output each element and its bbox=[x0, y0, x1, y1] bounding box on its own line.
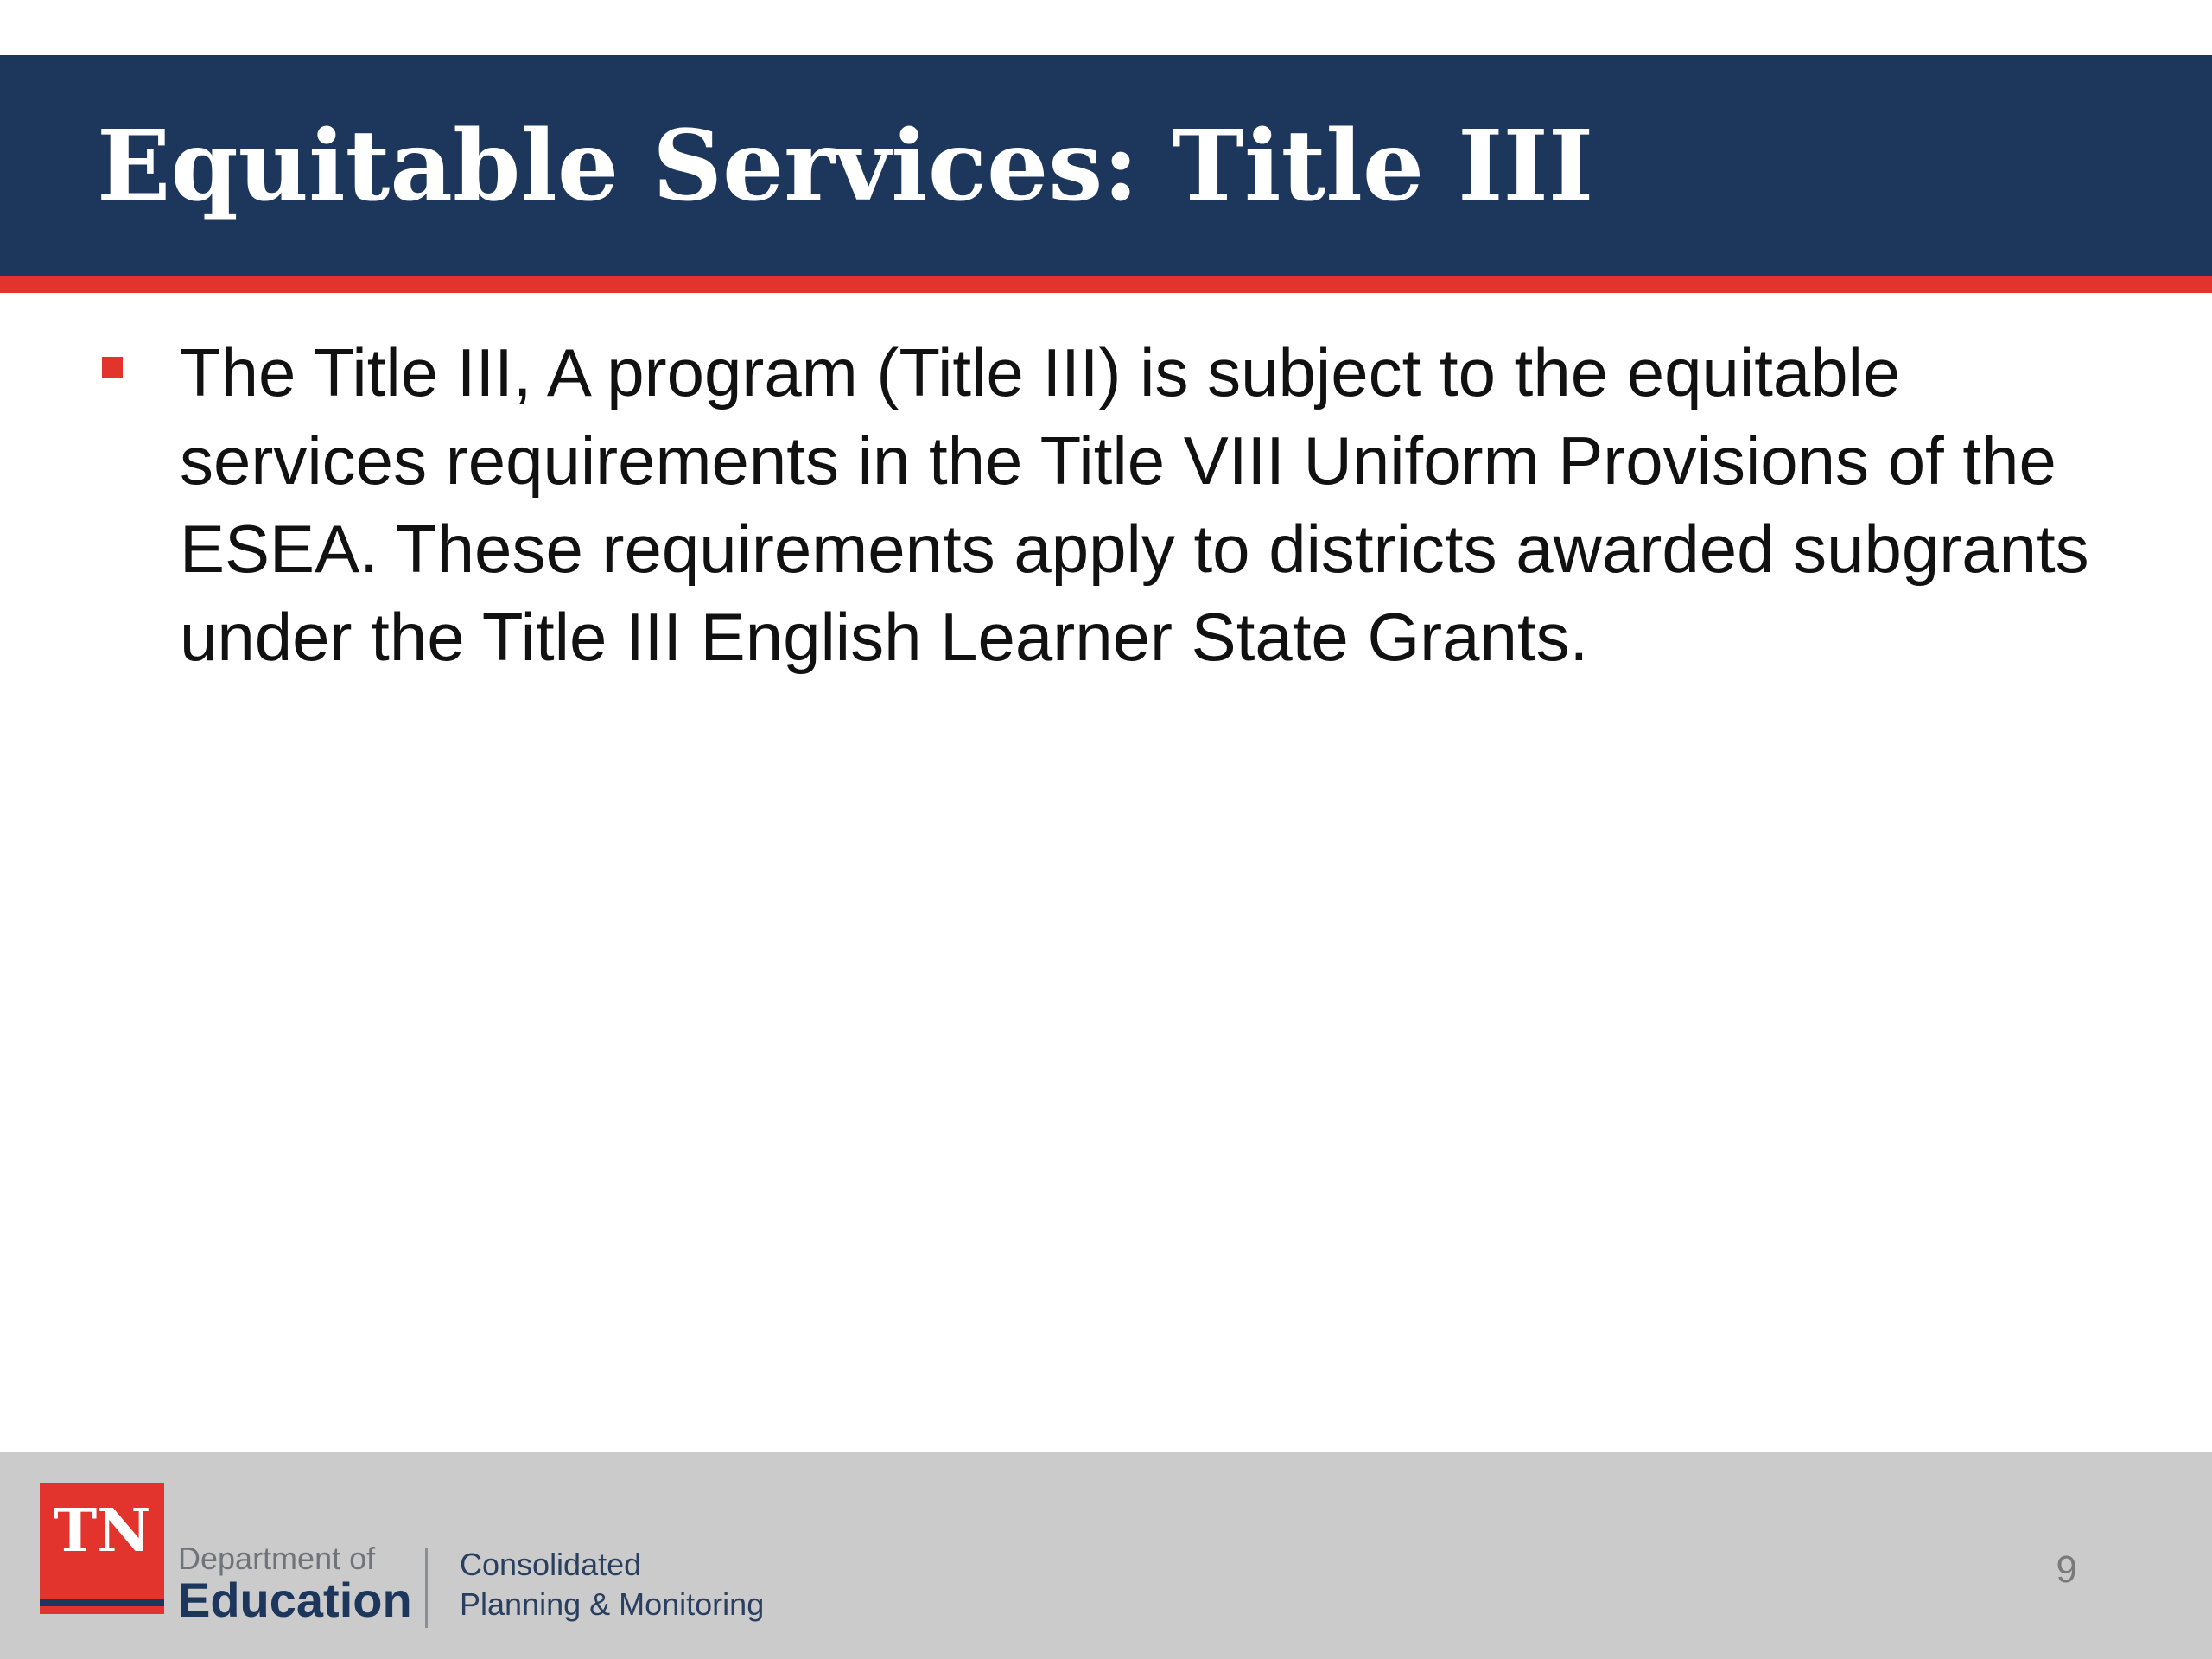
bullet-item bbox=[102, 328, 2107, 681]
office-line2: Planning & Monitoring bbox=[460, 1586, 765, 1622]
department-line1: Department of bbox=[178, 1541, 376, 1576]
tn-logo bbox=[40, 1483, 164, 1614]
office-line1: Consolidated bbox=[460, 1547, 642, 1582]
department-line2: Education bbox=[178, 1573, 412, 1627]
accent-divider bbox=[0, 276, 2212, 293]
square-bullet-icon bbox=[102, 357, 123, 378]
bullet-text: The Title III, A program (Title III) is subject to the equitable services requirements in the Title VIII Uniform Provisions of the ESEA. These requirements apply to districts awarded subgrants under the Title III English Learner State Grants. bbox=[180, 334, 2089, 675]
page-number: 9 bbox=[2056, 1548, 2077, 1591]
bullet-list bbox=[102, 328, 2107, 681]
tn-logo-text: TN bbox=[53, 1497, 151, 1566]
tn-logo-stripe bbox=[40, 1599, 164, 1606]
slide-title: Equitable Services: Title III bbox=[97, 110, 1594, 223]
footer bbox=[0, 1452, 2212, 1659]
footer-divider bbox=[425, 1548, 428, 1628]
